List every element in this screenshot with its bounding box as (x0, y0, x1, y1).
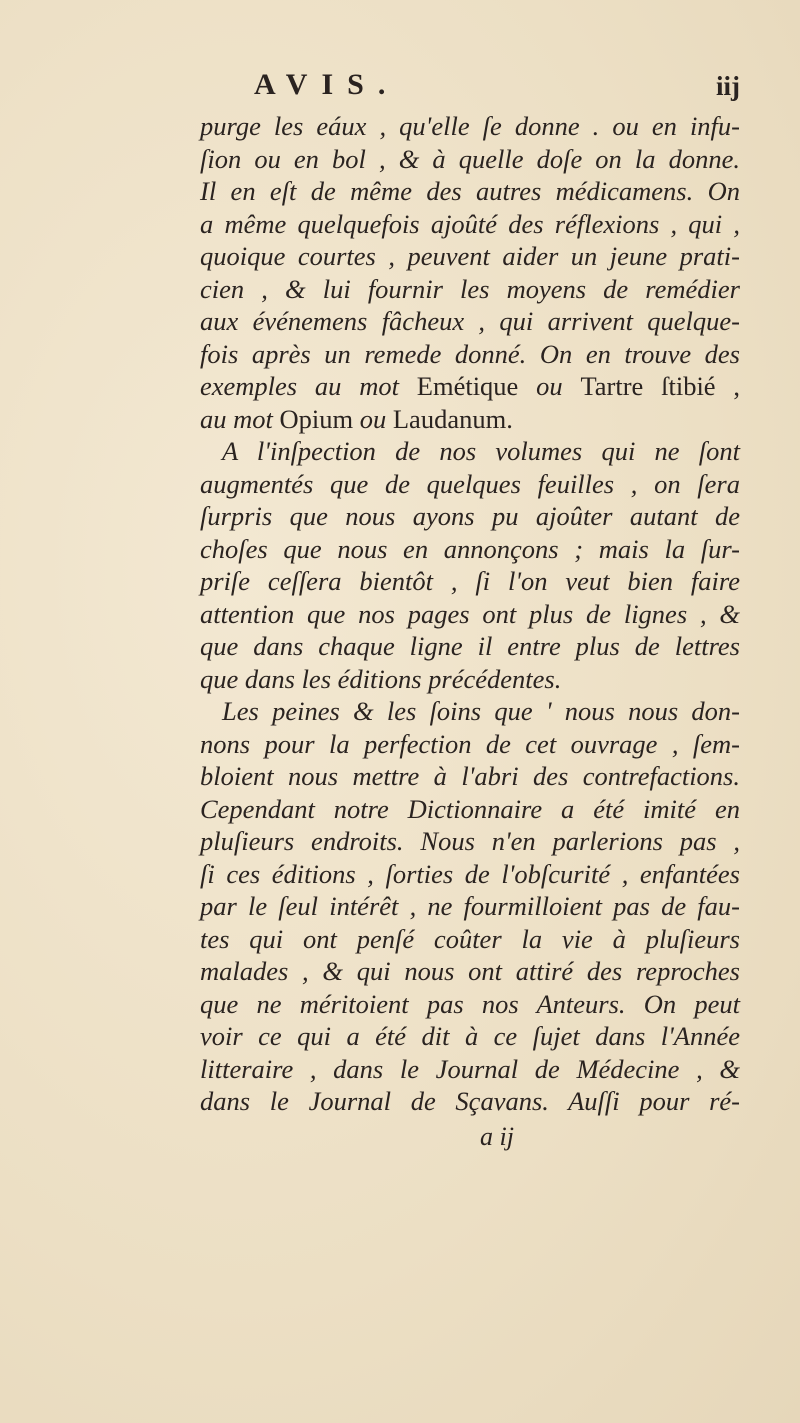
text-segment: a même quelquefois ajoûté des réflexions , qui , (200, 208, 740, 239)
roman-term: Laudanum. (392, 403, 513, 434)
text-line (200, 305, 740, 338)
text-line (200, 240, 740, 273)
text-line (200, 890, 740, 923)
text-line (200, 175, 740, 208)
text-segment: ſurpris que nous ayons pu ajoûter autant de (200, 501, 740, 531)
text-line (200, 273, 740, 306)
text-line (200, 793, 740, 826)
page-number: iij (716, 71, 740, 101)
text-line (200, 923, 740, 956)
text-line (200, 728, 740, 761)
roman-term: Tartre ſtibié , (580, 371, 740, 401)
text-line (200, 565, 740, 598)
text-segment: choſes que nous en annonçons ; mais la ſur- (200, 533, 740, 564)
text-line (200, 598, 740, 631)
text-segment: ſion ou en bol , & à quelle doſe on la donne. (200, 143, 740, 174)
text-segment: fois après un remede donné. On en trouve des (200, 338, 740, 369)
text-line (200, 500, 740, 533)
text-segment: Il en eſt de même des autres médicamens. On (200, 176, 740, 206)
text-segment: cien , & lui fournir les moyens de remédier (200, 273, 740, 304)
text-segment: priſe ceſſera bientôt , ſi l'on veut bien faire (200, 566, 740, 596)
text-line (200, 760, 740, 793)
page-header (200, 68, 740, 104)
text-line (200, 825, 740, 858)
text-line (200, 208, 740, 241)
text-line (200, 403, 740, 436)
text-line (200, 695, 740, 728)
roman-term: Opium (279, 403, 354, 434)
text-segment: quoique courtes , peuvent aider un jeune prati- (200, 241, 740, 271)
text-line (200, 1085, 740, 1118)
text-segment: malades , & qui nous ont attiré des reproches (200, 956, 740, 986)
text-line (200, 858, 740, 891)
text-segment: litteraire , dans le Journal de Médecine , & (200, 1053, 740, 1084)
text-segment: pluſieurs endroits. Nous n'en parlerions pas , (200, 826, 740, 856)
text-segment: A l'inſpection de nos volumes qui ne ſont (222, 436, 740, 466)
text-segment: au mot (200, 403, 280, 434)
text-segment: attention que nos pages ont plus de lignes , & (200, 598, 740, 629)
text-line (200, 1020, 740, 1053)
text-line (200, 110, 740, 143)
text-segment: ou (353, 403, 393, 434)
text-segment: aux événemens fâcheux , qui arrivent quelque- (200, 306, 740, 336)
text-segment: dans le Journal de Sçavans. Auſſi pour ré- (200, 1086, 740, 1116)
text-segment: augmentés que de quelques feuilles , on ſera (200, 468, 740, 499)
text-segment: que ne méritoient pas nos Anteurs. On peut (200, 988, 740, 1019)
text-line (200, 988, 740, 1021)
text-line (200, 1053, 740, 1086)
text-segment: nons pour la perfection de cet ouvrage , ſem- (200, 728, 740, 759)
text-segment: par le ſeul intérêt , ne fourmilloient pas de fau- (200, 891, 740, 921)
text-segment: tes qui ont penſé coûter la vie à pluſieurs (200, 923, 740, 954)
body-text (200, 110, 740, 1118)
text-segment: bloient nous mettre à l'abri des contrefactions. (200, 761, 740, 791)
roman-term: Emétique (416, 371, 519, 401)
text-segment: exemples au mot (200, 371, 417, 401)
text-line (200, 370, 740, 403)
text-segment: ſi ces éditions , ſorties de l'obſcurité , enfantées (200, 858, 740, 889)
text-segment: voir ce qui a été dit à ce ſujet dans l'Année (200, 1021, 740, 1051)
text-segment: que dans chaque ligne il entre plus de lettres (200, 631, 740, 661)
running-title: AVIS. (254, 68, 400, 101)
signature-mark: a ij (480, 1122, 514, 1151)
text-line (200, 955, 740, 988)
text-line (200, 143, 740, 176)
text-segment: Les peines & les ſoins que ' nous nous don- (222, 696, 740, 726)
text-segment: purge les eáux , qu'elle ſe donne . ou en infu- (200, 111, 740, 141)
text-segment: ou (518, 371, 581, 401)
text-line (200, 468, 740, 501)
text-line (200, 630, 740, 663)
text-line (200, 663, 740, 696)
text-line (200, 338, 740, 371)
text-line (200, 435, 740, 468)
text-segment: Cependant notre Dictionnaire a été imité en (200, 793, 740, 824)
text-line (200, 533, 740, 566)
text-segment: que dans les éditions précédentes. (200, 663, 562, 694)
